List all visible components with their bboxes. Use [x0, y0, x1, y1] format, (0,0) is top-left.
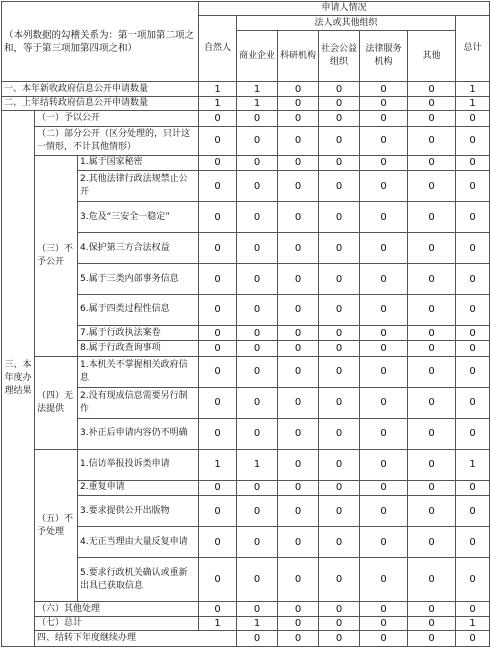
value-cell: 0	[408, 480, 456, 495]
value-cell: 0	[360, 294, 408, 325]
value-cell: 0	[199, 202, 237, 233]
value-cell: 0	[199, 126, 237, 155]
row-label: 2.重复申请	[78, 480, 199, 495]
gov-info-disclosure-table	[1, 1, 490, 647]
value-cell: 0	[319, 82, 360, 96]
value-cell: 0	[408, 387, 456, 418]
value-cell: 0	[408, 202, 456, 233]
value-cell: 0	[319, 418, 360, 449]
value-cell: 0	[278, 418, 319, 449]
value-cell: 0	[360, 418, 408, 449]
value-cell: 0	[360, 616, 408, 630]
value-cell: 0	[278, 155, 319, 170]
value-cell: 0	[319, 325, 360, 340]
value-cell: 0	[278, 616, 319, 630]
col-public-welfare: 社会公益组织	[319, 30, 360, 82]
value-cell: 0	[237, 325, 278, 340]
value-cell: 0	[199, 418, 237, 449]
value-cell: 0	[319, 126, 360, 155]
value-cell: 0	[456, 387, 490, 418]
row-label: 2.其他法律行政法规禁止公开	[78, 171, 199, 202]
value-cell: 0	[199, 325, 237, 340]
value-cell: 0	[319, 602, 360, 616]
value-cell: 1	[456, 616, 490, 630]
value-cell: 0	[199, 602, 237, 616]
value-cell: 0	[408, 96, 456, 110]
value-cell: 0	[456, 111, 490, 126]
value-cell: 0	[278, 96, 319, 110]
row-label: 1.信访举报投诉类申请	[78, 449, 199, 480]
value-cell: 0	[319, 171, 360, 202]
value-cell: 0	[319, 294, 360, 325]
value-cell: 0	[319, 202, 360, 233]
row-label: 5.要求行政机关确认或重新出具已获取信息	[78, 558, 199, 602]
value-cell: 1	[456, 96, 490, 110]
group4-label: （四）无法提供	[35, 356, 78, 449]
col-other: 其他	[408, 30, 456, 82]
value-cell: 0	[278, 356, 319, 387]
value-cell: 0	[456, 480, 490, 495]
value-cell: 0	[360, 96, 408, 110]
value-cell: 1	[237, 616, 278, 630]
value-cell: 0	[237, 480, 278, 495]
value-cell: 0	[278, 387, 319, 418]
col-commercial: 商业企业	[237, 30, 278, 82]
row-label: 4.保护第三方合法权益	[78, 233, 199, 264]
value-cell: 0	[360, 356, 408, 387]
value-cell: 0	[456, 202, 490, 233]
col-total: 总计	[456, 16, 490, 82]
value-cell: 1	[199, 616, 237, 630]
value-cell: 0	[319, 233, 360, 264]
value-cell: 0	[360, 111, 408, 126]
value-cell: 0	[278, 449, 319, 480]
value-cell: 1	[199, 82, 237, 96]
value-cell: 0	[199, 171, 237, 202]
value-cell: 0	[456, 527, 490, 558]
value-cell: 0	[319, 449, 360, 480]
row-label: 3.危及“三安全一稳定”	[78, 202, 199, 233]
row-label: 3.补正后申请内容仍不明确	[78, 418, 199, 449]
legal-org-header: 法人或其他组织	[237, 16, 456, 30]
value-cell: 0	[360, 341, 408, 356]
value-cell: 0	[456, 233, 490, 264]
value-cell: 0	[456, 418, 490, 449]
value-cell: 0	[408, 418, 456, 449]
value-cell: 0	[408, 126, 456, 155]
value-cell: 0	[278, 341, 319, 356]
value-cell: 0	[237, 233, 278, 264]
row-label: 3.要求提供公开出版物	[78, 496, 199, 527]
value-cell: 0	[199, 558, 237, 602]
value-cell: 0	[360, 171, 408, 202]
value-cell: 0	[408, 111, 456, 126]
row-label: 1.属于国家秘密	[78, 155, 199, 170]
value-cell: 0	[237, 294, 278, 325]
value-cell: 0	[456, 496, 490, 527]
row-label: （六）其他处理	[35, 602, 199, 616]
row-label: 1.本机关不掌握相关政府信息	[78, 356, 199, 387]
row-label: （一）予以公开	[35, 111, 199, 126]
value-cell: 0	[278, 111, 319, 126]
col-research: 科研机构	[278, 30, 319, 82]
value-cell: 0	[278, 233, 319, 264]
value-cell: 0	[319, 341, 360, 356]
value-cell: 0	[408, 449, 456, 480]
value-cell: 0	[237, 496, 278, 527]
value-cell: 0	[360, 233, 408, 264]
row-label: 5.属于三类内部事务信息	[78, 264, 199, 295]
value-cell: 0	[199, 264, 237, 295]
value-cell: 0	[360, 264, 408, 295]
value-cell: 0	[456, 155, 490, 170]
value-cell: 0	[278, 602, 319, 616]
row-label: 6.属于四类过程性信息	[78, 294, 199, 325]
applicant-situation-header: 申请人情况	[199, 2, 490, 16]
row-label: 四、结转下年度继续办理	[35, 631, 237, 647]
value-cell: 0	[278, 558, 319, 602]
value-cell: 0	[278, 202, 319, 233]
value-cell: 0	[319, 356, 360, 387]
value-cell: 0	[278, 126, 319, 155]
value-cell: 0	[408, 602, 456, 616]
value-cell: 0	[278, 496, 319, 527]
value-cell: 0	[360, 558, 408, 602]
col-natural-person: 自然人	[199, 16, 237, 82]
value-cell: 0	[408, 294, 456, 325]
value-cell: 0	[199, 527, 237, 558]
value-cell: 0	[237, 341, 278, 356]
value-cell: 0	[408, 496, 456, 527]
value-cell: 0	[408, 558, 456, 602]
row-label: 4.无正当理由大量反复申请	[78, 527, 199, 558]
value-cell: 1	[199, 449, 237, 480]
value-cell: 0	[360, 82, 408, 96]
value-cell: 0	[408, 325, 456, 340]
value-cell: 0	[319, 480, 360, 495]
value-cell: 0	[360, 126, 408, 155]
value-cell: 0	[199, 341, 237, 356]
value-cell: 0	[408, 616, 456, 630]
value-cell: 0	[278, 294, 319, 325]
value-cell: 0	[237, 558, 278, 602]
value-cell: 0	[408, 264, 456, 295]
value-cell: 1	[237, 449, 278, 480]
value-cell: 0	[360, 387, 408, 418]
value-cell: 0	[319, 631, 360, 647]
value-cell: 0	[408, 631, 456, 647]
row-label: 二、上年结转政府信息公开申请数量	[2, 96, 199, 110]
value-cell: 0	[408, 171, 456, 202]
col-legal-service: 法律服务机构	[360, 30, 408, 82]
value-cell: 1	[456, 449, 490, 480]
value-cell: 0	[456, 602, 490, 616]
value-cell: 0	[278, 171, 319, 202]
value-cell: 0	[237, 527, 278, 558]
value-cell: 0	[360, 325, 408, 340]
value-cell: 0	[199, 155, 237, 170]
value-cell: 0	[278, 631, 319, 647]
value-cell: 0	[278, 527, 319, 558]
value-cell: 0	[199, 496, 237, 527]
value-cell: 0	[319, 96, 360, 110]
value-cell: 0	[456, 356, 490, 387]
table-note: （本列数据的勾稽关系为：第一项加第二项之和，等于第三项加第四项之和）	[2, 2, 199, 82]
value-cell: 0	[278, 480, 319, 495]
value-cell: 0	[199, 233, 237, 264]
value-cell: 1	[237, 82, 278, 96]
value-cell: 0	[360, 449, 408, 480]
section3-label: 三、本年度办理结果	[2, 111, 35, 647]
value-cell: 0	[278, 264, 319, 295]
value-cell: 0	[360, 631, 408, 647]
value-cell: 0	[408, 356, 456, 387]
row-label: （七）总计	[35, 616, 199, 630]
value-cell: 0	[319, 496, 360, 527]
value-cell: 0	[237, 126, 278, 155]
value-cell: 0	[319, 616, 360, 630]
value-cell: 0	[199, 294, 237, 325]
value-cell: 1	[199, 96, 237, 110]
value-cell: 1	[237, 96, 278, 110]
value-cell: 0	[237, 111, 278, 126]
value-cell: 0	[360, 155, 408, 170]
value-cell: 0	[408, 233, 456, 264]
value-cell: 0	[237, 155, 278, 170]
value-cell: 1	[456, 82, 490, 96]
value-cell: 0	[360, 602, 408, 616]
value-cell: 0	[199, 111, 237, 126]
row-label: 8.属于行政查询事项	[78, 341, 199, 356]
value-cell: 0	[237, 264, 278, 295]
value-cell: 0	[456, 558, 490, 602]
value-cell: 0	[456, 126, 490, 155]
value-cell: 0	[456, 325, 490, 340]
value-cell: 0	[237, 356, 278, 387]
value-cell: 0	[237, 171, 278, 202]
value-cell: 0	[199, 480, 237, 495]
value-cell: 0	[360, 496, 408, 527]
value-cell: 0	[237, 387, 278, 418]
value-cell: 0	[319, 387, 360, 418]
value-cell: 0	[237, 202, 278, 233]
value-cell: 0	[319, 527, 360, 558]
value-cell: 0	[456, 264, 490, 295]
value-cell: 0	[278, 82, 319, 96]
value-cell: 0	[237, 602, 278, 616]
value-cell: 0	[456, 341, 490, 356]
value-cell: 0	[360, 480, 408, 495]
value-cell: 0	[319, 111, 360, 126]
row-label: 一、本年新收政府信息公开申请数量	[2, 82, 199, 96]
value-cell: 0	[319, 558, 360, 602]
row-label: 2.没有现成信息需要另行制作	[78, 387, 199, 418]
value-cell: 0	[319, 155, 360, 170]
value-cell: 0	[456, 294, 490, 325]
value-cell: 0	[319, 264, 360, 295]
group3-label: （三）不予公开	[35, 155, 78, 356]
value-cell: 0	[360, 202, 408, 233]
value-cell: 0	[408, 155, 456, 170]
value-cell: 0	[237, 418, 278, 449]
value-cell: 0	[360, 527, 408, 558]
value-cell: 0	[456, 631, 490, 647]
group5-label: （五）不予处理	[35, 449, 78, 602]
value-cell: 0	[456, 171, 490, 202]
value-cell: 0	[408, 341, 456, 356]
value-cell: 0	[408, 82, 456, 96]
value-cell: 0	[199, 356, 237, 387]
value-cell: 0	[278, 325, 319, 340]
value-cell: 0	[237, 631, 278, 647]
value-cell: 0	[408, 527, 456, 558]
value-cell: 0	[199, 387, 237, 418]
row-label: 7.属于行政执法案卷	[78, 325, 199, 340]
row-label: （二）部分公开（区分处理的，只计这一情形，不计其他情形）	[35, 126, 199, 155]
